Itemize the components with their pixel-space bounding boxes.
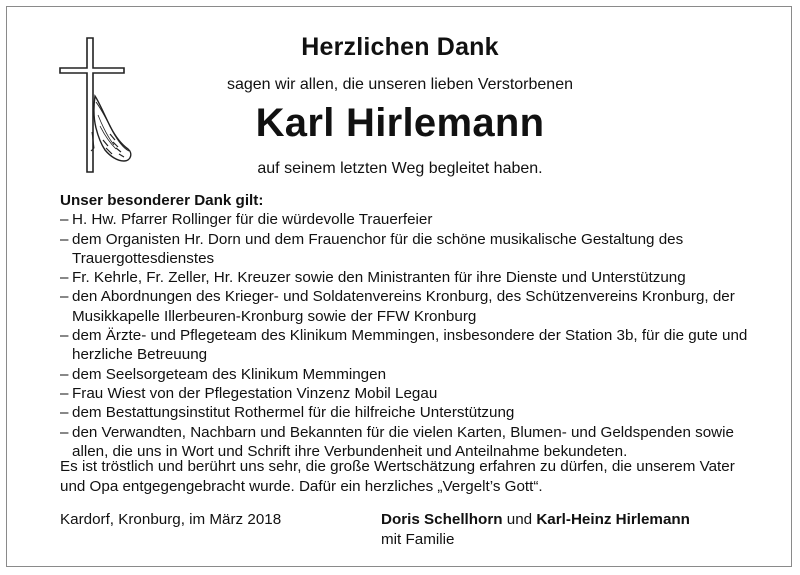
page-title: Herzlichen Dank <box>301 33 499 61</box>
signer-name: Doris Schellhorn <box>381 511 503 528</box>
thanks-section <box>60 191 750 461</box>
after-name-text: auf seinem letzten Weg begleitet haben. <box>257 160 543 177</box>
list-item: – dem Organisten Hr. Dorn und dem Frauenchor für die schöne musikalische Gestaltung des Trauergottesdienstes <box>60 230 750 269</box>
list-item: – H. Hw. Pfarrer Rollinger für die würdevolle Trauerfeier <box>60 210 750 229</box>
signer-line <box>381 510 690 530</box>
place-date: Kardorf, Kronburg, im März 2018 <box>60 511 282 528</box>
signer-connector: und <box>506 511 533 528</box>
thanks-heading: Unser besonderer Dank gilt: <box>60 192 264 209</box>
signers <box>381 510 690 550</box>
family-line: mit Familie <box>381 531 455 548</box>
deceased-name: Karl Hirlemann <box>255 101 545 145</box>
list-item: – den Verwandten, Nachbarn und Bekannten für die vielen Karten, Blumen- und Geldspenden sowie allen, die uns in Wort und Schrift ihre Verbundenheit und Anteilnahme bekundeten. <box>60 423 750 462</box>
closing-paragraph: Es ist tröstlich und berührt uns sehr, die große Wertschätzung erfahren zu dürfen, die unserem Vater und Opa entgegengebracht wurde. Dafür ein herzliches „Vergelt’s Gott“. <box>60 458 735 495</box>
list-item: – dem Bestattungsinstitut Rothermel für die hilfreiche Unterstützung <box>60 403 750 422</box>
subtitle: sagen wir allen, die unseren lieben Verstorbenen <box>226 76 573 93</box>
thanks-list <box>60 210 750 461</box>
list-item: – Frau Wiest von der Pflegestation Vinzenz Mobil Legau <box>60 384 750 403</box>
list-item: – dem Ärzte- und Pflegeteam des Klinikum Memmingen, insbesondere der Station 3b, für die gute und herzliche Betreuung <box>60 326 750 365</box>
list-item: – dem Seelsorgeteam des Klinikum Memmingen <box>60 365 750 384</box>
signer-name: Karl-Heinz Hirlemann <box>536 511 690 528</box>
list-item: – Fr. Kehrle, Fr. Zeller, Hr. Kreuzer sowie den Ministranten für ihre Dienste und Unterstützung <box>60 268 750 287</box>
list-item: – den Abordnungen des Krieger- und Soldatenvereins Kronburg, des Schützenvereins Kronburg, der Musikkapelle Illerbeuren-Kronburg sowie der FFW Kronburg <box>60 287 750 326</box>
